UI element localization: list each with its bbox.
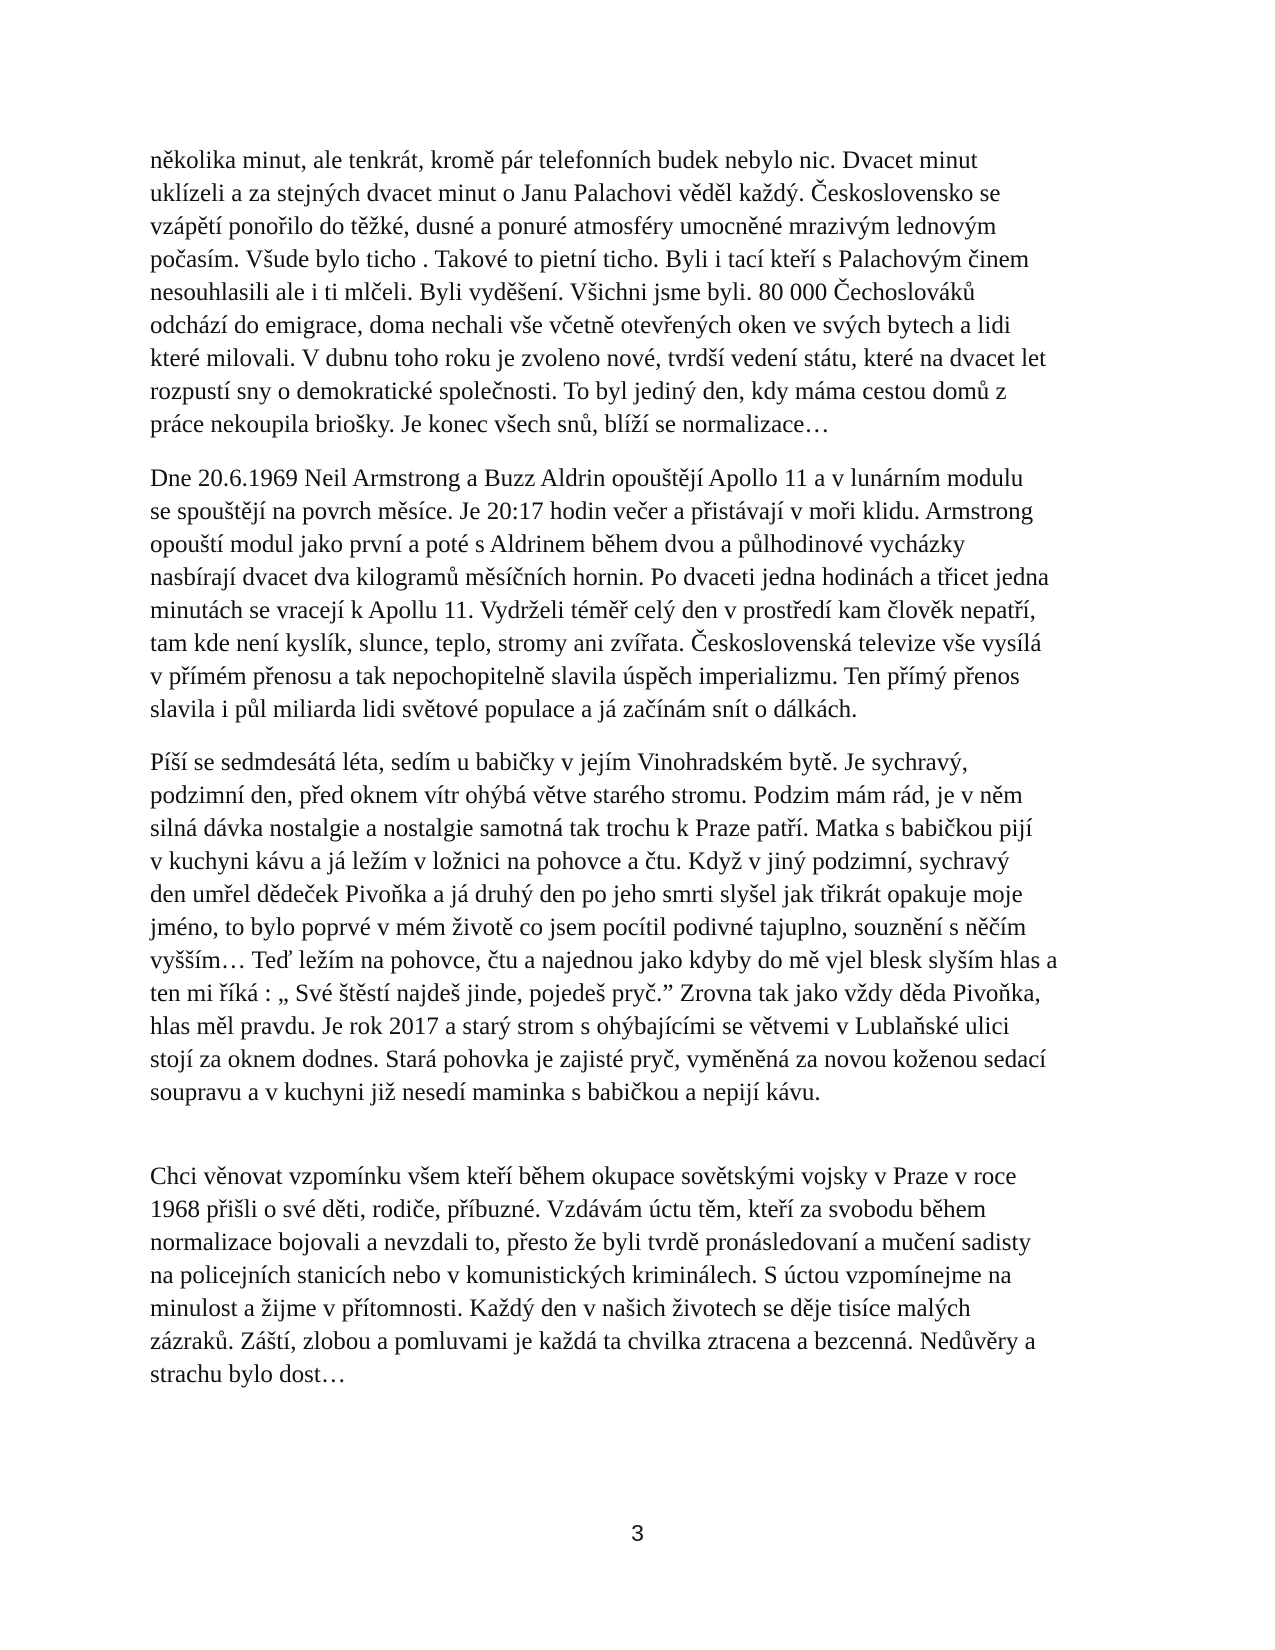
page-number: 3	[631, 1520, 644, 1546]
paragraph-line: vzápětí ponořilo do těžké, dusné a ponuré atmosféry umocněné mrazivým lednovým	[150, 213, 997, 240]
paragraph-line: uklízeli a za stejných dvacet minut o Janu Palachovi věděl každý. Československo se	[150, 180, 1001, 207]
paragraph-line: nasbírají dvacet dva kilogramů měsíčních hornin. Po dvaceti jedna hodinách a třicet jedna	[150, 564, 1049, 591]
paragraph-line: Dne 20.6.1969 Neil Armstrong a Buzz Aldrin opouštějí Apollo 11 a v lunárním modulu	[150, 465, 1024, 492]
paragraph-line: minutách se vracejí k Apollu 11. Vydrželi téměř celý den v prostředí kam člověk nepatří,	[150, 597, 1036, 624]
paragraph-line: vyšším… Teď ležím na pohovce, čtu a najednou jako kdyby do mě vjel blesk slyším hlas a	[150, 947, 1058, 974]
paragraph-line: podzimní den, před oknem vítr ohýbá větve starého stromu. Podzim mám rád, je v něm	[150, 782, 1023, 809]
paragraph-line: strachu bylo dost…	[150, 1361, 346, 1388]
paragraph-line: 1968 přišli o své děti, rodiče, příbuzné. Vzdávám úctu těm, kteří za svobodu během	[150, 1196, 987, 1223]
paragraph-line: slavila i půl miliarda lidi světové populace a já začínám snít o dálkách.	[150, 696, 858, 723]
paragraph-line: několika minut, ale tenkrát, kromě pár telefonních budek nebylo nic. Dvacet minut	[150, 147, 978, 174]
paragraph-line: odchází do emigrace, doma nechali vše včetně otevřených oken ve svých bytech a lidi	[150, 312, 1011, 339]
paragraph-1	[150, 144, 1130, 441]
paragraph-line: ten mi říká : „ Své štěstí najdeš jinde, pojedeš pryč.” Zrovna tak jako vždy děda Pivoňka,	[150, 980, 1041, 1007]
paragraph-line: jméno, to bylo poprvé v mém životě co jsem pocítil podivné tajuplno, souznění s něčím	[150, 914, 1027, 941]
paragraph-line: soupravu a v kuchyni již nesedí maminka s babičkou a nepijí kávu.	[150, 1079, 821, 1106]
paragraph-line: práce nekoupila briošky. Je konec všech snů, blíží se normalizace…	[150, 411, 830, 438]
paragraph-2	[150, 462, 1130, 726]
paragraph-line: hlas měl pravdu. Je rok 2017 a starý strom s ohýbajícími se větvemi v Lublaňské ulici	[150, 1013, 1010, 1040]
paragraph-line: normalizace bojovali a nevzdali to, přesto že byli tvrdě pronásledovaní a mučení sadisty	[150, 1229, 1031, 1256]
paragraph-line: na policejních stanicích nebo v komunistických kriminálech. S úctou vzpomínejme na	[150, 1262, 1012, 1289]
paragraph-line: Píší se sedmdesátá léta, sedím u babičky v jejím Vinohradském bytě. Je sychravý,	[150, 749, 969, 776]
paragraph-line: rozpustí sny o demokratické společnosti. To byl jediný den, kdy máma cestou domů z	[150, 378, 1007, 405]
paragraph-line: nesouhlasili ale i ti mlčeli. Byli vyděšení. Všichni jsme byli. 80 000 Čechoslováků	[150, 279, 976, 306]
paragraph-line: v kuchyni kávu a já ležím v ložnici na pohovce a čtu. Když v jiný podzimní, sychravý	[150, 848, 1010, 875]
paragraph-line: silná dávka nostalgie a nostalgie samotná tak trochu k Praze patří. Matka s babičkou pijí	[150, 815, 1033, 842]
paragraph-line: v přímém přenosu a tak nepochopitelně slavila úspěch imperializmu. Ten přímý přenos	[150, 663, 1020, 690]
paragraph-line: den umřel dědeček Pivoňka a já druhý den po jeho smrti slyšel jak třikrát opakuje moje	[150, 881, 1023, 908]
paragraph-line: počasím. Všude bylo ticho . Takové to pietní ticho. Byli i tací kteří s Palachovým činem	[150, 246, 1030, 273]
paragraph-line: minulost a žijme v přítomnosti. Každý den v našich životech se děje tisíce malých	[150, 1295, 971, 1322]
paragraph-4	[150, 1160, 1130, 1391]
paragraph-line: opouští modul jako první a poté s Aldrinem během dvou a půlhodinové vycházky	[150, 531, 966, 558]
paragraph-line: stojí za oknem dodnes. Stará pohovka je zajisté pryč, vyměněná za novou koženou sedací	[150, 1046, 1047, 1073]
paragraph-line: zázraků. Záští, zlobou a pomluvami je každá ta chvilka ztracena a bezcenná. Nedůvěry a	[150, 1328, 1036, 1355]
paragraph-line: tam kde není kyslík, slunce, teplo, stromy ani zvířata. Československá televize vše vysílá	[150, 630, 1042, 657]
paragraph-line: Chci věnovat vzpomínku všem kteří během okupace sovětskými vojsky v Praze v roce	[150, 1163, 1017, 1190]
paragraph-line: se spouštějí na povrch měsíce. Je 20:17 hodin večer a přistávají v moři klidu. Armstrong	[150, 498, 1034, 525]
paragraph-3	[150, 746, 1130, 1109]
paragraph-line: které milovali. V dubnu toho roku je zvoleno nové, tvrdší vedení státu, které na dvacet let	[150, 345, 1047, 372]
